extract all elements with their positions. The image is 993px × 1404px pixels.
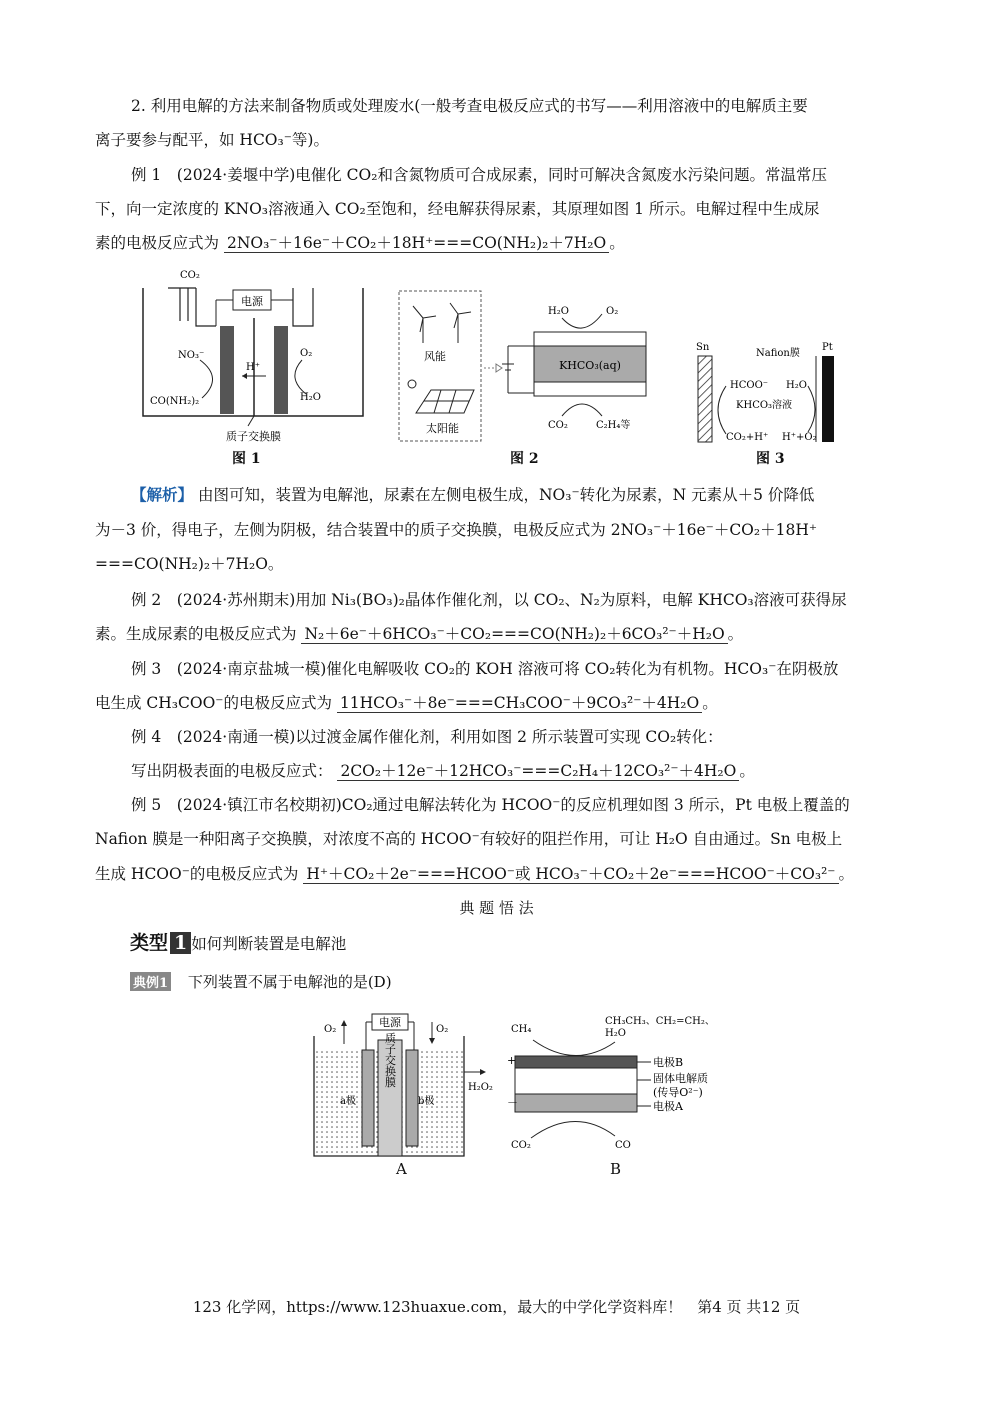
figA-h2o2: H₂O₂ xyxy=(468,1082,493,1093)
ex2-prefix: 素。生成尿素的电极反应式为 xyxy=(95,625,297,643)
figure-a xyxy=(310,1010,500,1184)
fig3-ho2: H⁺+O₂ xyxy=(782,432,817,443)
figB-electrode-b: 电极B xyxy=(653,1056,684,1069)
intro-line1: 2. 利用电解的方法来制备物质或处理废水(一般考查电极反应式的书写——利用溶液中的电解质主要 xyxy=(131,97,808,115)
fig2-co2: CO₂ xyxy=(548,420,568,431)
section-title: 典 题 悟 法 xyxy=(459,899,534,917)
figB-electrolyte: 固体电解质 xyxy=(653,1072,708,1085)
ex5-answer: H⁺＋CO₂＋2e⁻===HCOO⁻或 HCO₃⁻＋CO₂＋2e⁻===HCOO⁻＋CO₃²⁻ xyxy=(303,865,838,884)
figA-a: a极 xyxy=(340,1096,356,1107)
ex5-suffix: 。 xyxy=(838,865,855,883)
analysis-line2: 为－3 价，得电子，左侧为阴极，结合装置中的质子交换膜，电极反应式为 2NO₃⁻＋16e⁻＋CO₂＋18H⁺ xyxy=(95,521,818,539)
figB-products: CH₃CH₃、CH₂=CH₂、 xyxy=(605,1016,715,1027)
type-title: 如何判断装置是电解池 xyxy=(191,935,347,953)
figB-minus: － xyxy=(507,1096,518,1109)
fig3-hcoo: HCOO⁻ xyxy=(730,380,769,391)
ex3-answer: 11HCO₃⁻＋8e⁻===CH₃COO⁻＋9CO₃²⁻＋4H₂O xyxy=(337,694,702,713)
ex5-line2: Nafion 膜是一种阳离子交换膜，对浓度不高的 HCOO⁻有较好的阻拦作用，可让 H₂O 自由通过。Sn 电极上 xyxy=(95,830,843,848)
fig2-khco3: KHCO₃(aq) xyxy=(559,359,621,372)
fig1-membrane: 质子交换膜 xyxy=(226,430,281,443)
ex1-line2: 下，向一定浓度的 KNO₃溶液通入 CO₂至饱和，经电解获得尿素，其原理如图 1 所示。电解过程中生成尿 xyxy=(95,200,820,218)
ex1-suffix: 。 xyxy=(609,234,625,252)
fig1-urea: CO(NH₂)₂ xyxy=(150,396,200,407)
ex2-line2 xyxy=(95,617,900,651)
analysis-tag: 【解析】 xyxy=(131,485,194,504)
figA-b: b极 xyxy=(418,1096,435,1107)
ex1-answer: 2NO₃⁻＋16e⁻＋CO₂＋18H⁺===CO(NH₂)₂＋7H₂O xyxy=(224,234,609,253)
type-label: 类型 xyxy=(130,932,169,954)
fig1-caption: 图 1 xyxy=(232,451,261,467)
fig1-h: H⁺ xyxy=(246,362,260,373)
ex2-suffix: 。 xyxy=(727,625,744,643)
ex4-prefix: 写出阴极表面的电极反应式： xyxy=(131,762,333,780)
fig3-nafion: Nafion膜 xyxy=(756,348,800,359)
type-number: 1 xyxy=(170,932,191,954)
example-text: 下列装置不属于电解池的是(D) xyxy=(187,973,392,991)
ex1-line1: 例 1 (2024·姜堰中学)电催化 CO₂和含氮物质可合成尿素，同时可解决含氮废水污染问题。常温常压 xyxy=(131,166,827,184)
fig3-khco3: KHCO₃溶液 xyxy=(736,400,793,411)
figA-o2-right: O₂ xyxy=(436,1024,449,1035)
fig2-h2o: H₂O xyxy=(548,306,569,317)
figB-co2: CO₂ xyxy=(511,1140,531,1151)
example-tag: 典例1 xyxy=(130,972,171,991)
ex1-line3 xyxy=(95,226,900,260)
ex3-line2 xyxy=(95,686,900,720)
fig1-co2: CO₂ xyxy=(180,270,200,281)
ex4-line1: 例 4 (2024·南通一模)以过渡金属作催化剂，利用如图 2 所示装置可实现 CO₂转化： xyxy=(131,728,723,746)
figB-co: CO xyxy=(615,1140,631,1151)
analysis-text1: 由图可知，装置为电解池，尿素在左侧电极生成，NO₃⁻转化为尿素，N 元素从＋5 价降低 xyxy=(197,486,815,504)
footer: 123 化学网，https://www.123huaxue.com，最大的中学化学资料库！ 第4 页 共12 页 xyxy=(192,1298,801,1316)
fig2-solar: 太阳能 xyxy=(426,422,459,435)
fig1-h2o: H₂O xyxy=(300,392,321,403)
analysis-line3: ===CO(NH₂)₂＋7H₂O。 xyxy=(95,555,284,573)
figure-2 xyxy=(396,288,656,452)
figB-caption: B xyxy=(610,1160,622,1178)
ex3-prefix: 电生成 CH₃COO⁻的电极反应式为 xyxy=(95,694,332,712)
ex2-answer: N₂＋6e⁻＋6HCO₃⁻＋CO₂===CO(NH₂)₂＋6CO₃²⁻＋H₂O xyxy=(301,625,727,644)
fig3-sn: Sn xyxy=(696,342,710,353)
analysis-line1 xyxy=(95,478,900,512)
fig2-wind: 风能 xyxy=(424,350,446,363)
figure-3 xyxy=(690,338,850,452)
ex1-prefix: 素的电极反应式为 xyxy=(95,234,220,252)
figA-caption: A xyxy=(396,1160,407,1178)
fig1-power: 电源 xyxy=(241,295,263,308)
ex4-suffix: 。 xyxy=(739,762,755,780)
ex5-line1: 例 5 (2024·镇江市名校期初)CO₂通过电解法转化为 HCOO⁻的反应机理如图 3 所示，Pt 电极上覆盖的 xyxy=(131,796,850,814)
fig2-o2: O₂ xyxy=(606,306,619,317)
fig1-no3: NO₃⁻ xyxy=(178,350,205,361)
fig3-h2o: H₂O xyxy=(786,380,807,391)
figB-electrode-a: 电极A xyxy=(653,1100,683,1113)
intro-line2: 离子要参与配平，如 HCO₃⁻等)。 xyxy=(95,131,329,149)
ex3-suffix: 。 xyxy=(702,694,718,712)
figure-b xyxy=(505,1010,745,1184)
ex4-answer: 2CO₂＋12e⁻＋12HCO₃⁻===C₂H₄＋12CO₃²⁻＋4H₂O xyxy=(337,762,739,781)
fig1-o2: O₂ xyxy=(300,348,313,359)
type-heading xyxy=(130,928,346,955)
figure-1 xyxy=(138,266,368,450)
ex5-line3 xyxy=(95,857,900,891)
ex3-line1: 例 3 (2024·南京盐城一模)催化电解吸收 CO₂的 KOH 溶液可将 CO₂转化为有机物。HCO₃⁻在阴极放 xyxy=(131,660,839,678)
fig3-co2h: CO₂+H⁺ xyxy=(726,432,769,443)
ex5-prefix: 生成 HCOO⁻的电极反应式为 xyxy=(95,865,299,883)
figB-conduct: (传导O²⁻) xyxy=(653,1086,703,1099)
fig3-caption: 图 3 xyxy=(756,451,785,467)
figB-h2o: H₂O xyxy=(605,1028,626,1039)
figA-power: 电源 xyxy=(379,1016,401,1029)
figB-ch4: CH₄ xyxy=(511,1024,532,1035)
figA-o2-left: O₂ xyxy=(324,1024,337,1035)
fig2-c2h4: C₂H₄等 xyxy=(596,420,631,431)
example-heading xyxy=(130,971,392,992)
fig2-caption: 图 2 xyxy=(510,451,539,467)
ex2-line1: 例 2 (2024·苏州期末)用加 Ni₃(BO₃)₂晶体作催化剂，以 CO₂、N₂为原料，电解 KHCO₃溶液可获得尿 xyxy=(131,591,847,609)
fig3-pt: Pt xyxy=(822,342,833,353)
figB-plus: + xyxy=(507,1054,517,1067)
ex4-line2 xyxy=(95,754,900,788)
figA-membrane: 质子交换膜 xyxy=(383,1032,397,1088)
